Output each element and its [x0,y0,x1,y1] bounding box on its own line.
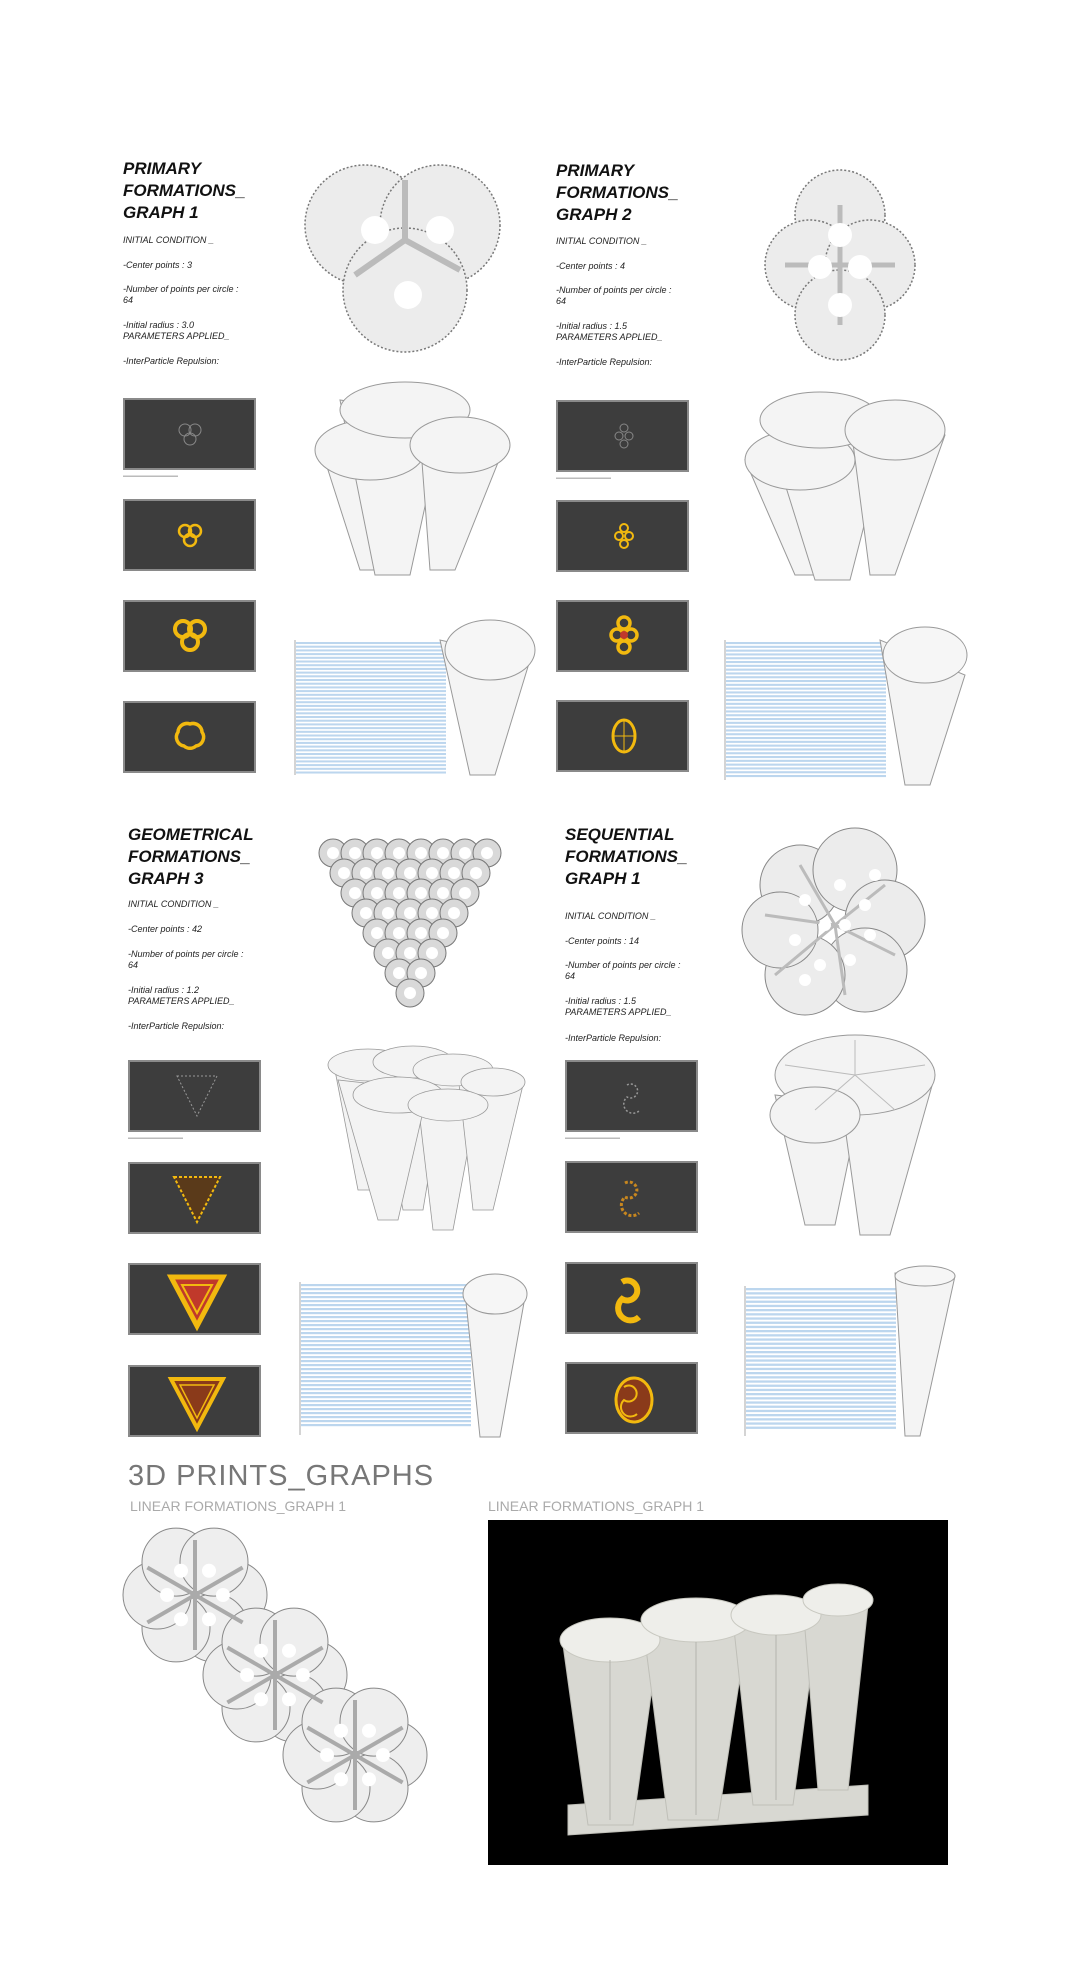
graph-bar [746,1397,896,1399]
graph-bar [726,767,886,769]
initial-radius-text: -Initial radius : 1.5 [565,996,637,1006]
graph-bar [296,646,446,648]
graph-bar [301,1392,471,1394]
graph-bar [301,1288,471,1290]
simulation-thumbnail-2 [556,500,689,572]
graph-bar [296,746,446,748]
petal-hole [174,1612,188,1626]
particle-hole [349,887,361,899]
particle-hole [481,847,493,859]
graph-bar [746,1334,896,1336]
plan-diagram [318,838,508,1018]
thumbnail-caption: ▬▬▬▬▬▬▬▬▬▬▬ [556,475,611,481]
graph-bar [301,1416,471,1418]
graph-bar [726,726,886,728]
graph-bar [301,1420,471,1422]
particle-hole [448,907,460,919]
simulation-thumbnail-4 [123,701,256,773]
particle-hole [415,927,427,939]
thumbnail-caption: ▬▬▬▬▬▬▬▬▬▬▬ [123,473,178,479]
graph-bar [726,680,886,682]
graph-bar [301,1284,471,1286]
graph-bar [746,1317,896,1319]
parameters-applied-text: PARAMETERS APPLIED_ [565,1007,672,1017]
thumbnail-caption: ▬▬▬▬▬▬▬▬▬▬▬ [565,1135,620,1141]
graph-bar [746,1292,896,1294]
particle-rings-icon [609,614,639,659]
particle-rings-icon [168,1373,226,1433]
graph-bar [726,729,886,731]
print-photo [488,1520,948,1865]
graph-bar [296,661,446,663]
graph-bar [726,756,886,758]
graph-bar [301,1424,471,1426]
simulation-thumbnail-1 [123,398,256,470]
simulation-thumbnail-3 [128,1263,261,1335]
petal-hole [216,1588,230,1602]
graph-bar [301,1352,471,1354]
particle-rings-icon [170,716,210,756]
graph-bar [296,716,446,718]
center-points-text: -Center points : 42 [128,924,203,934]
particle-hole [404,907,416,919]
initial-radius-text: -Initial radius : 1.2 [128,985,200,995]
graph-bar [746,1355,896,1357]
particle-rings-icon [612,1272,657,1327]
extrusion-3d-diagram [318,1040,528,1235]
graph-bar [301,1380,471,1382]
graph-bar [301,1292,471,1294]
petal-hole [376,1748,390,1762]
graph-bar [746,1414,896,1416]
graph-bar [296,642,446,644]
graph-bar [726,771,886,773]
graph-bar [726,642,886,644]
panel-title: SEQUENTIAL FORMATIONS_ GRAPH 1 [565,825,688,888]
layer-bar-graph [295,1272,535,1442]
petal-hole [254,1644,268,1658]
graph-bar [301,1368,471,1370]
simulation-thumbnail-3 [565,1262,698,1334]
graph-bar [301,1340,471,1342]
particle-hole [338,867,350,879]
graph-bar [746,1376,896,1378]
simulation-thumbnail-1 [128,1060,261,1132]
graph-bar [746,1372,896,1374]
graph-bar [296,664,446,666]
particle-hole [349,847,361,859]
petal-hole [254,1692,268,1706]
graph-bar [726,710,886,712]
graph-bar [301,1324,471,1326]
particle-rings-icon [609,715,639,760]
particle-hole [470,867,482,879]
graph-bar [296,760,446,762]
graph-bar [301,1388,471,1390]
particle-hole [437,887,449,899]
graph-bar [726,733,886,735]
particle-rings-icon [612,1372,657,1427]
graph-bar [296,727,446,729]
left-subheading: LINEAR FORMATIONS_GRAPH 1 [130,1498,347,1514]
points-per-circle-text: -Number of points per circle : 64 [565,960,681,981]
graph-bar [301,1300,471,1302]
center-points-text: -Center points : 14 [565,936,640,946]
particle-hole [437,927,449,939]
graph-bar [746,1385,896,1387]
particle-hole [448,867,460,879]
repulsion-text: -InterParticle Repulsion: [565,1033,662,1043]
graph-bar [746,1364,896,1366]
petal-hole [362,1724,376,1738]
linear-formation-plan [125,1525,445,1865]
panel-title: GEOMETRICAL FORMATIONS_ GRAPH 3 [128,825,254,888]
particle-hole [404,987,416,999]
particle-rings-icon [614,422,634,452]
plan-diagram [300,160,510,360]
graph-bar [746,1309,896,1311]
particle-hole [382,947,394,959]
graph-bar [726,650,886,652]
graph-bar [296,738,446,740]
graph-bar [301,1332,471,1334]
particle-hole [382,867,394,879]
particle-rings-icon [175,1072,219,1122]
graph-bar [296,735,446,737]
graph-bar [301,1308,471,1310]
initial-condition-label: INITIAL CONDITION _ [128,899,219,909]
graph-bar [296,698,446,700]
extrusion-3d-diagram [765,1035,945,1235]
graph-bar [296,653,446,655]
graph-bar [726,653,886,655]
graph-bar [296,683,446,685]
initial-radius-text: -Initial radius : 3.0 [123,320,195,330]
graph-bar [301,1328,471,1330]
layer-bar-graph [290,610,540,785]
graph-bar [726,748,886,750]
graph-bar [746,1422,896,1424]
plan-diagram [765,165,915,365]
particle-rings-icon [168,1271,226,1331]
graph-bar [296,679,446,681]
graph-bar [301,1304,471,1306]
graph-bar [296,742,446,744]
repulsion-text: -InterParticle Repulsion: [128,1021,225,1031]
particle-rings-icon [172,1172,222,1227]
graph-bar [746,1288,896,1290]
petal-hole [362,1772,376,1786]
particle-rings-icon [615,1175,655,1220]
graph-bar [301,1348,471,1350]
graph-bar [301,1400,471,1402]
graph-bar [746,1410,896,1412]
graph-bar [301,1320,471,1322]
petal-hole [160,1588,174,1602]
particle-hole [426,907,438,919]
graph-bar [301,1376,471,1378]
graph-bar [726,688,886,690]
graph-bar [301,1412,471,1414]
particle-hole [371,847,383,859]
particle-hole [393,847,405,859]
particle-hole [415,847,427,859]
simulation-thumbnail-1 [565,1060,698,1132]
graph-bar [296,764,446,766]
graph-bar [296,649,446,651]
graph-bar [301,1372,471,1374]
center-points-text: -Center points : 4 [556,261,626,271]
petal-hole [240,1668,254,1682]
graph-bar [726,737,886,739]
particle-rings-icon [175,420,205,450]
graph-bar [296,690,446,692]
parameters-applied-text: PARAMETERS APPLIED_ [128,996,235,1006]
graph-bar [301,1404,471,1406]
graph-bar [746,1330,896,1332]
graph-bar [301,1396,471,1398]
particle-rings-icon [617,1077,652,1117]
graph-bar [726,665,886,667]
graph-bar [746,1389,896,1391]
graph-bar [726,669,886,671]
initial-condition-label: INITIAL CONDITION _ [556,236,647,246]
plan-diagram [745,825,925,1025]
simulation-thumbnail-2 [128,1162,261,1234]
graph-bar [726,691,886,693]
graph-bar [296,705,446,707]
graph-bar [296,686,446,688]
petal-hole [282,1644,296,1658]
particle-hole [393,887,405,899]
graph-bar [301,1344,471,1346]
3d-print-object [548,1565,888,1855]
graph-bar [746,1305,896,1307]
graph-bar [746,1326,896,1328]
simulation-thumbnail-3 [556,600,689,672]
layer-bar-graph [720,615,970,790]
graph-bar [301,1360,471,1362]
graph-bar [296,675,446,677]
graph-bar [296,768,446,770]
particle-hole [459,887,471,899]
particle-hole [437,847,449,859]
initial-condition-label: INITIAL CONDITION _ [123,235,214,245]
particle-rings-icon [175,521,205,551]
particle-hole [393,967,405,979]
graph-bar [301,1408,471,1410]
graph-bar [726,745,886,747]
simulation-thumbnail-2 [565,1161,698,1233]
simulation-thumbnail-1 [556,400,689,472]
graph-bar [726,760,886,762]
particle-hole [404,947,416,959]
graph-bar [296,772,446,774]
graph-bar [726,646,886,648]
graph-bar [296,731,446,733]
graph-bar [746,1313,896,1315]
graph-bar [726,752,886,754]
petal-hole [202,1564,216,1578]
graph-bar [296,694,446,696]
particle-hole [404,867,416,879]
parameters-applied-text: PARAMETERS APPLIED_ [556,332,663,342]
particle-hole [371,887,383,899]
graph-bar [301,1336,471,1338]
particle-hole [393,927,405,939]
graph-bar [726,722,886,724]
graph-bar [746,1393,896,1395]
graph-bar [296,701,446,703]
graph-bar [296,709,446,711]
graph-bar [746,1359,896,1361]
graph-bar [301,1364,471,1366]
graph-bar [301,1312,471,1314]
graph-bar [296,668,446,670]
graph-bar [746,1296,896,1298]
graph-bar [746,1301,896,1303]
particle-hole [360,867,372,879]
graph-bar [746,1322,896,1324]
particle-hole [415,967,427,979]
graph-bar [296,753,446,755]
extrusion-3d-diagram [740,375,950,590]
repulsion-text: -InterParticle Repulsion: [123,356,220,366]
thumbnail-caption: ▬▬▬▬▬▬▬▬▬▬▬ [128,1135,183,1141]
graph-bar [296,672,446,674]
graph-bar [726,703,886,705]
graph-bar [296,720,446,722]
layer-bar-graph [740,1268,970,1440]
points-per-circle-text: -Number of points per circle : 64 [123,284,239,305]
initial-radius-text: -Initial radius : 1.5 [556,321,628,331]
graph-bar [726,714,886,716]
petal-hole [334,1772,348,1786]
graph-bar [746,1368,896,1370]
initial-condition-label: INITIAL CONDITION _ [565,911,656,921]
graph-bar [746,1380,896,1382]
simulation-thumbnail-4 [565,1362,698,1434]
graph-bar [726,695,886,697]
points-per-circle-text: -Number of points per circle : 64 [556,285,672,306]
graph-bar [746,1401,896,1403]
graph-bar [726,657,886,659]
prints-heading: 3D PRINTS_GRAPHS [128,1460,435,1492]
graph-bar [746,1338,896,1340]
graph-bar [296,749,446,751]
graph-bar [726,661,886,663]
extrusion-3d-diagram [310,375,510,585]
graph-bar [726,707,886,709]
graph-bar [746,1418,896,1420]
simulation-thumbnail-4 [556,700,689,772]
petal-hole [334,1724,348,1738]
graph-bar [301,1296,471,1298]
particle-hole [371,927,383,939]
points-per-circle-text: -Number of points per circle : 64 [128,949,244,970]
petal-hole [296,1668,310,1682]
graph-bar [726,699,886,701]
graph-bar [726,764,886,766]
graph-bar [746,1427,896,1429]
panel-title: PRIMARY FORMATIONS_ GRAPH 1 [123,159,246,222]
petal-hole [202,1612,216,1626]
simulation-thumbnail-2 [123,499,256,571]
graph-bar [296,723,446,725]
petal-hole [174,1564,188,1578]
graph-bar [301,1356,471,1358]
graph-bar [726,741,886,743]
right-subheading: LINEAR FORMATIONS_GRAPH 1 [488,1498,705,1514]
particle-rings-icon [170,615,210,655]
graph-bar [296,757,446,759]
petal-hole [282,1692,296,1706]
graph-bar [301,1384,471,1386]
petal-hole [320,1748,334,1762]
graph-bar [726,718,886,720]
graph-bar [746,1343,896,1345]
graph-bar [726,672,886,674]
simulation-thumbnail-3 [123,600,256,672]
repulsion-text: -InterParticle Repulsion: [556,357,653,367]
particle-hole [459,847,471,859]
graph-bar [726,684,886,686]
graph-bar [746,1351,896,1353]
graph-bar [746,1347,896,1349]
simulation-thumbnail-4 [128,1365,261,1437]
graph-bar [726,676,886,678]
particle-hole [426,947,438,959]
graph-bar [296,657,446,659]
particle-hole [415,887,427,899]
particle-hole [382,907,394,919]
graph-bar [746,1406,896,1408]
graph-bar [726,775,886,777]
particle-hole [360,907,372,919]
graph-bar [296,712,446,714]
graph-bar [301,1316,471,1318]
parameters-applied-text: PARAMETERS APPLIED_ [123,331,230,341]
panel-title: PRIMARY FORMATIONS_ GRAPH 2 [556,161,679,224]
particle-hole [327,847,339,859]
center-points-text: -Center points : 3 [123,260,193,270]
particle-hole [426,867,438,879]
particle-rings-icon [614,522,634,552]
